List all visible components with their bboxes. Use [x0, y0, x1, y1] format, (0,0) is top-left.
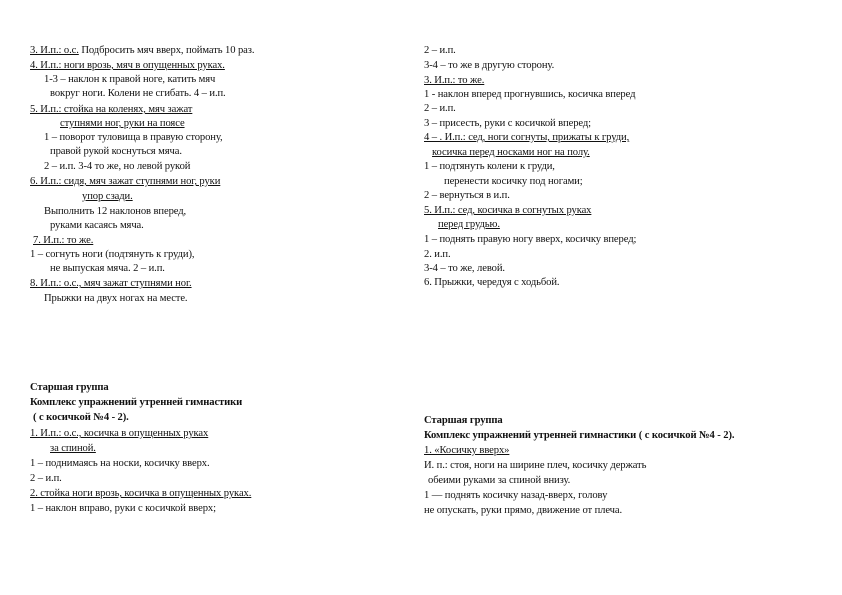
line-text: 2. стойка ноги врозь, косичка в опущенных руках. [30, 488, 252, 499]
text-line [44, 205, 186, 218]
line-text: Старшая группа [30, 382, 109, 393]
text-line [424, 248, 451, 261]
line-text: 2. и.п. [424, 249, 451, 260]
text-line [82, 190, 133, 203]
text-line [30, 457, 210, 470]
line-text: 2 – и.п. [424, 45, 456, 56]
text-line [30, 427, 208, 440]
text-line [30, 248, 194, 261]
text-line [424, 233, 636, 246]
line-text: перенести косичку под ногами; [444, 176, 583, 187]
text-line [30, 381, 109, 394]
text-line [424, 489, 607, 502]
line-text: 5. И.п.: стойка на коленях, мяч зажат [30, 104, 193, 115]
line-text: 1 – поднимаясь на носки, косичку вверх. [30, 458, 210, 469]
line-text: вокруг ноги. Колени не сгибать. 4 – и.п. [50, 88, 226, 99]
text-line [424, 204, 591, 217]
line-text: за спиной. [50, 443, 96, 454]
text-line [424, 59, 554, 72]
line-text: 1 – поднять правую ногу вверх, косичку вперед; [424, 234, 637, 245]
text-line [44, 160, 190, 173]
text-line [30, 103, 192, 116]
line-text: 2 – и.п. [30, 473, 62, 484]
text-line [30, 502, 216, 515]
text-line [424, 117, 591, 130]
text-line [30, 59, 225, 72]
line-text: И. п.: стоя, ноги на ширине плеч, косичку держать [424, 460, 647, 471]
text-line [424, 504, 622, 517]
line-text: руками касаясь мяча. [50, 220, 144, 231]
text-line [50, 87, 226, 100]
text-line [424, 160, 555, 173]
text-line [424, 459, 646, 472]
text-line [30, 44, 254, 57]
line-text: 1 – поворот туловища в правую сторону, [44, 132, 223, 143]
line-text: 1. «Косичку вверх» [424, 445, 510, 456]
text-line [30, 487, 251, 500]
line-text: 1 – наклон вправо, руки с косичкой вверх; [30, 503, 216, 514]
line-text: 1 – подтянуть колени к груди, [424, 161, 555, 172]
text-line [424, 414, 503, 427]
text-line [424, 131, 629, 144]
line-text: 1 — поднять косичку назад-вверх, голову [424, 490, 608, 501]
line-text: 2 – и.п. [424, 103, 456, 114]
line-text: 1. И.п.: о.с., косичка в опущенных руках [30, 428, 209, 439]
text-line [33, 411, 129, 424]
text-line [424, 276, 560, 289]
text-line [424, 88, 635, 101]
text-line [30, 396, 242, 409]
line-text: Комплекс упражнений утренней гимнастики [30, 397, 243, 408]
text-line [50, 442, 96, 455]
line-text-tail: Подбросить мяч вверх, поймать 10 раз. [78, 45, 255, 56]
text-line [444, 175, 583, 188]
line-text: 2 – вернуться в и.п. [424, 190, 510, 201]
text-line [424, 262, 505, 275]
text-line [60, 117, 185, 130]
line-text: правой рукой коснуться мяча. [50, 146, 182, 157]
line-text: Выполнить 12 наклонов вперед, [44, 206, 187, 217]
text-line [424, 102, 456, 115]
text-line [438, 218, 500, 231]
line-text: Комплекс упражнений утренней гимнастики ( с косичкой №4 - 2). [424, 430, 735, 441]
line-text: 1 - наклон вперед прогнувшись, косичка вперед [424, 89, 636, 100]
line-text: 5. И.п.: сед, косичка в согнутых руках [424, 205, 592, 216]
text-line [432, 146, 590, 159]
line-text: обеими руками за спиной внизу. [428, 475, 571, 486]
text-line [30, 175, 220, 188]
line-text: 4 – . И.п.: сед, ноги согнуты, прижаты к груди, [424, 132, 630, 143]
text-line [30, 472, 62, 485]
line-text: 2 – и.п. 3-4 то же, но левой рукой [44, 161, 191, 172]
text-line [424, 44, 456, 57]
line-text: Старшая группа [424, 415, 503, 426]
line-text: Прыжки на двух ногах на месте. [44, 293, 188, 304]
text-line [33, 234, 93, 247]
line-text: ( с косичкой №4 - 2). [33, 412, 129, 423]
text-line [50, 145, 182, 158]
text-line [424, 429, 734, 442]
text-line [30, 277, 192, 290]
text-line [424, 189, 510, 202]
text-line [50, 219, 144, 232]
line-text: косичка перед носками ног на полу. [432, 147, 590, 158]
text-line [44, 292, 187, 305]
line-text: 3. И.п.: о.с. [30, 45, 79, 56]
line-text: 1-3 – наклон к правой ноге, катить мяч [44, 74, 216, 85]
line-text: не опускать, руки прямо, движение от плеча. [424, 505, 623, 516]
text-line [428, 474, 570, 487]
line-text: 8. И.п.: о.с., мяч зажат ступнями ног. [30, 278, 192, 289]
line-text: 3-4 – то же, левой. [424, 263, 505, 274]
line-text: перед грудью. [438, 219, 500, 230]
line-text: 3. И.п.: то же. [424, 75, 485, 86]
line-text: не выпуская мяча. 2 – и.п. [50, 263, 165, 274]
line-text: 3 – присесть, руки с косичкой вперед; [424, 118, 592, 129]
text-line [44, 131, 223, 144]
text-line [424, 444, 509, 457]
line-text: ступнями ног, руки на поясе [60, 118, 185, 129]
line-text: 7. И.п.: то же. [33, 235, 94, 246]
line-text: 3-4 – то же в другую сторону. [424, 60, 555, 71]
line-text: 4. И.п.: ноги врозь, мяч в опущенных руках. [30, 60, 225, 71]
text-line [44, 73, 215, 86]
line-text: 6. Прыжки, чередуя с ходьбой. [424, 277, 560, 288]
text-line [50, 262, 165, 275]
text-line [424, 74, 484, 87]
line-text: упор сзади. [82, 191, 133, 202]
line-text: 6. И.п.: сидя, мяч зажат ступнями ног, руки [30, 176, 221, 187]
line-text: 1 – согнуть ноги (подтянуть к груди), [30, 249, 195, 260]
